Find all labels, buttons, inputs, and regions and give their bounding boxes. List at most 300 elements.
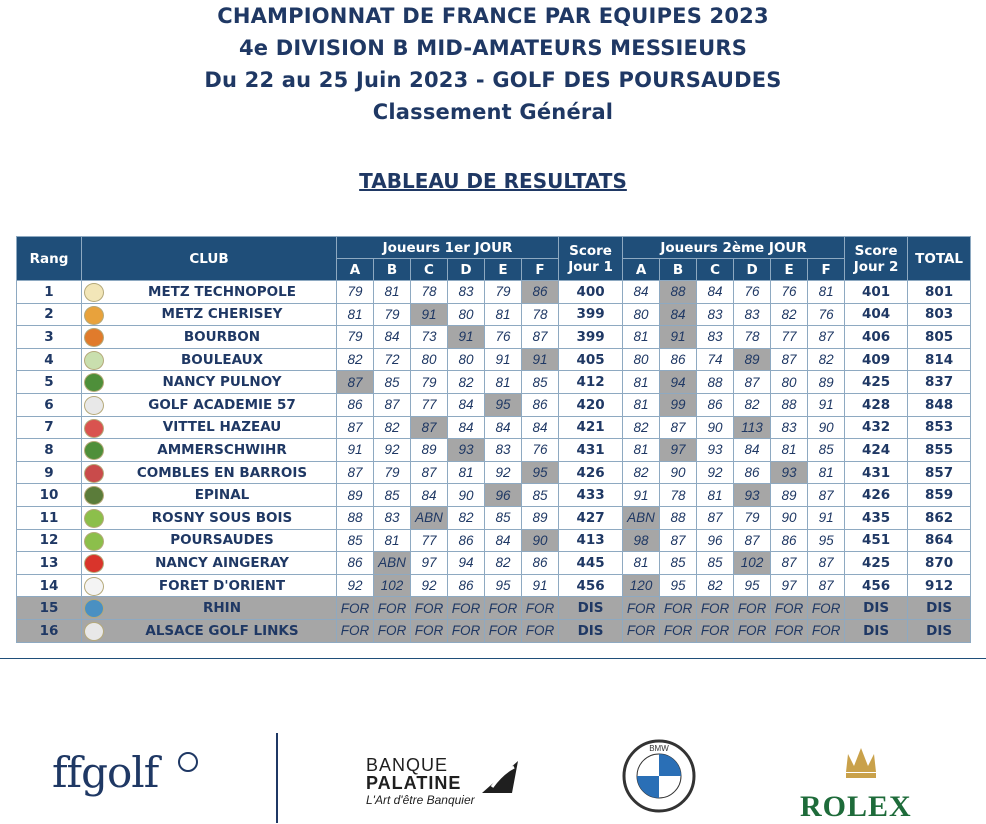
header-player-1-c: C: [411, 259, 448, 281]
day2-player-score: FOR: [697, 619, 734, 642]
club-cell: [82, 529, 337, 552]
day2-player-score: 88: [660, 506, 697, 529]
day2-player-score: 91: [808, 506, 845, 529]
club-logo-icon: [84, 351, 104, 370]
day1-player-score: 90: [522, 529, 559, 552]
palatine-sail-icon: [478, 757, 522, 797]
table-row: [17, 348, 971, 371]
club-name: GOLF ACADEMIE 57: [148, 396, 296, 413]
rank-cell: 1: [17, 281, 82, 304]
day1-player-score: 84: [448, 393, 485, 416]
day2-score-cell: DIS: [845, 597, 908, 620]
club-cell: [82, 326, 337, 349]
day1-player-score: 82: [448, 506, 485, 529]
club-logo-icon: [84, 441, 104, 460]
day2-player-score: 98: [623, 529, 660, 552]
day1-score-cell: 426: [559, 461, 623, 484]
day2-score-cell: 431: [845, 461, 908, 484]
day1-player-score: 89: [337, 484, 374, 507]
banque-palatine-logo: BANQUE PALATINE L'Art d'être Banquier: [366, 755, 475, 807]
day2-player-score: 88: [697, 371, 734, 394]
club-logo-icon: [84, 622, 104, 641]
day1-player-score: 85: [337, 529, 374, 552]
total-cell: DIS: [908, 597, 971, 620]
day1-player-score: FOR: [411, 597, 448, 620]
table-row: [17, 529, 971, 552]
club-cell: [82, 371, 337, 394]
day1-player-score: 84: [485, 416, 522, 439]
day1-player-score: 82: [337, 348, 374, 371]
day2-player-score: 87: [734, 529, 771, 552]
day2-player-score: 84: [697, 281, 734, 304]
header-player-1-d: D: [448, 259, 485, 281]
club-logo-icon: [84, 509, 104, 528]
day1-player-score: 86: [448, 529, 485, 552]
day1-score-cell: 413: [559, 529, 623, 552]
results-table: [16, 236, 971, 643]
day2-player-score: 91: [623, 484, 660, 507]
day1-player-score: 91: [448, 326, 485, 349]
day2-player-score: 80: [623, 348, 660, 371]
total-cell: 859: [908, 484, 971, 507]
rank-cell: 5: [17, 371, 82, 394]
rank-cell: 13: [17, 552, 82, 575]
day1-player-score: FOR: [448, 597, 485, 620]
day1-player-score: 72: [374, 348, 411, 371]
day2-player-score: 77: [771, 326, 808, 349]
day1-player-score: 81: [337, 303, 374, 326]
day1-player-score: FOR: [485, 597, 522, 620]
day2-player-score: 82: [734, 393, 771, 416]
club-name: POURSAUDES: [170, 532, 274, 549]
day1-player-score: 87: [337, 461, 374, 484]
day1-player-score: FOR: [522, 619, 559, 642]
day2-player-score: 86: [697, 393, 734, 416]
day2-player-score: 93: [734, 484, 771, 507]
rank-cell: 6: [17, 393, 82, 416]
day1-player-score: 87: [374, 393, 411, 416]
club-logo-icon: [84, 464, 104, 483]
club-cell: [82, 348, 337, 371]
day2-player-score: FOR: [660, 597, 697, 620]
day2-player-score: 87: [771, 348, 808, 371]
day2-player-score: 79: [734, 506, 771, 529]
header-player-1-b: B: [374, 259, 411, 281]
day2-player-score: 87: [808, 552, 845, 575]
day1-player-score: 86: [337, 393, 374, 416]
club-logo-icon: [84, 419, 104, 438]
day1-player-score: 87: [337, 371, 374, 394]
header-player-2-a: A: [623, 259, 660, 281]
club-name: COMBLES EN BARROIS: [136, 464, 308, 481]
day1-player-score: 81: [374, 529, 411, 552]
day2-player-score: 81: [623, 552, 660, 575]
day1-player-score: 85: [374, 484, 411, 507]
day2-player-score: FOR: [771, 597, 808, 620]
ranking-title: Classement Général: [372, 100, 614, 124]
rank-cell: 9: [17, 461, 82, 484]
day2-player-score: 96: [697, 529, 734, 552]
table-row: [17, 326, 971, 349]
day2-score-cell: 456: [845, 574, 908, 597]
day1-player-score: 102: [374, 574, 411, 597]
day1-player-score: 84: [448, 416, 485, 439]
club-logo-icon: [84, 283, 104, 302]
day1-score-cell: 399: [559, 303, 623, 326]
day2-player-score: 78: [734, 326, 771, 349]
day1-player-score: 80: [448, 303, 485, 326]
day1-player-score: FOR: [448, 619, 485, 642]
day2-player-score: 87: [808, 574, 845, 597]
day2-player-score: 85: [660, 552, 697, 575]
day1-player-score: 79: [374, 303, 411, 326]
rank-cell: 12: [17, 529, 82, 552]
day2-player-score: FOR: [734, 597, 771, 620]
day1-player-score: 95: [522, 461, 559, 484]
day2-score-cell: 426: [845, 484, 908, 507]
club-cell: [82, 484, 337, 507]
total-cell: 853: [908, 416, 971, 439]
day1-player-score: 92: [485, 461, 522, 484]
day1-player-score: 79: [411, 371, 448, 394]
day2-player-score: FOR: [660, 619, 697, 642]
day2-player-score: 81: [623, 439, 660, 462]
day1-player-score: 95: [485, 574, 522, 597]
day2-score-cell: 406: [845, 326, 908, 349]
day2-player-score: 90: [771, 506, 808, 529]
day1-player-score: 97: [411, 552, 448, 575]
day2-player-score: 95: [734, 574, 771, 597]
day2-player-score: FOR: [808, 597, 845, 620]
day2-player-score: 86: [771, 529, 808, 552]
day1-score-cell: 433: [559, 484, 623, 507]
day1-player-score: 95: [485, 393, 522, 416]
day2-player-score: 74: [697, 348, 734, 371]
header-day1: Joueurs 1er JOUR: [337, 237, 559, 259]
day1-score-cell: 445: [559, 552, 623, 575]
table-row: [17, 619, 971, 642]
day2-player-score: 89: [808, 371, 845, 394]
day2-player-score: 82: [771, 303, 808, 326]
club-logo-icon: [84, 599, 104, 618]
table-row: [17, 461, 971, 484]
day2-player-score: 87: [697, 506, 734, 529]
day2-player-score: 83: [697, 326, 734, 349]
club-name: AMMERSCHWIHR: [157, 441, 287, 458]
day1-player-score: 85: [374, 371, 411, 394]
day2-player-score: 81: [771, 439, 808, 462]
day1-player-score: 87: [411, 461, 448, 484]
day2-player-score: 99: [660, 393, 697, 416]
day2-player-score: 76: [808, 303, 845, 326]
table-row: [17, 371, 971, 394]
table-row: [17, 484, 971, 507]
day2-player-score: 87: [734, 371, 771, 394]
day1-player-score: FOR: [337, 619, 374, 642]
day2-player-score: 90: [697, 416, 734, 439]
header-player-2-c: C: [697, 259, 734, 281]
day2-player-score: 80: [623, 303, 660, 326]
table-row: [17, 281, 971, 304]
day2-player-score: FOR: [623, 597, 660, 620]
header-total: TOTAL: [908, 237, 971, 281]
day1-player-score: 77: [411, 529, 448, 552]
day1-player-score: 81: [448, 461, 485, 484]
day1-player-score: 79: [337, 326, 374, 349]
championship-title: CHAMPIONNAT DE FRANCE PAR EQUIPES 2023: [217, 4, 769, 28]
day1-player-score: 80: [448, 348, 485, 371]
day1-player-score: 91: [522, 348, 559, 371]
header-club: CLUB: [82, 237, 337, 281]
day2-player-score: 97: [660, 439, 697, 462]
day2-player-score: 81: [808, 281, 845, 304]
club-cell: [82, 281, 337, 304]
club-name: ALSACE GOLF LINKS: [145, 622, 299, 639]
rolex-logo: ROLEX: [800, 790, 912, 823]
day1-player-score: 76: [522, 439, 559, 462]
header-score-day2: Score Jour 2: [845, 237, 908, 281]
rank-cell: 4: [17, 348, 82, 371]
club-cell: [82, 303, 337, 326]
day2-player-score: 93: [771, 461, 808, 484]
total-cell: 814: [908, 348, 971, 371]
day2-player-score: 76: [734, 281, 771, 304]
header-player-2-e: E: [771, 259, 808, 281]
day2-player-score: 80: [771, 371, 808, 394]
table-row: [17, 416, 971, 439]
day1-player-score: 84: [374, 326, 411, 349]
day1-player-score: 86: [337, 552, 374, 575]
day2-player-score: 93: [697, 439, 734, 462]
results-table-title: TABLEAU DE RESULTATS: [359, 169, 627, 193]
day1-player-score: 92: [411, 574, 448, 597]
day2-player-score: 86: [734, 461, 771, 484]
day1-player-score: 89: [522, 506, 559, 529]
day1-player-score: 77: [411, 393, 448, 416]
day1-player-score: 92: [374, 439, 411, 462]
day1-player-score: 79: [337, 281, 374, 304]
day2-player-score: 120: [623, 574, 660, 597]
day1-player-score: 87: [337, 416, 374, 439]
day1-score-cell: 456: [559, 574, 623, 597]
day2-player-score: 81: [697, 484, 734, 507]
rank-cell: 10: [17, 484, 82, 507]
club-cell: [82, 439, 337, 462]
table-row: [17, 393, 971, 416]
day2-player-score: 86: [660, 348, 697, 371]
club-name: BOULEAUX: [181, 351, 263, 368]
day2-player-score: 81: [623, 326, 660, 349]
ffgolf-rooster-icon: [178, 752, 198, 772]
ffgolf-logo: ffgolf: [52, 748, 159, 797]
day1-player-score: 84: [411, 484, 448, 507]
day1-score-cell: 405: [559, 348, 623, 371]
day2-score-cell: 435: [845, 506, 908, 529]
sponsor-divider: [276, 733, 278, 823]
day1-player-score: FOR: [337, 597, 374, 620]
day2-player-score: 89: [771, 484, 808, 507]
day1-score-cell: DIS: [559, 597, 623, 620]
day2-score-cell: 409: [845, 348, 908, 371]
date-venue-title: Du 22 au 25 Juin 2023 - GOLF DES POURSAUDES: [204, 68, 782, 92]
day1-player-score: 86: [522, 552, 559, 575]
day1-player-score: 84: [522, 416, 559, 439]
day2-player-score: 87: [808, 484, 845, 507]
day1-score-cell: 400: [559, 281, 623, 304]
day1-player-score: 82: [485, 552, 522, 575]
day1-player-score: FOR: [374, 619, 411, 642]
day1-player-score: 73: [411, 326, 448, 349]
day1-player-score: 86: [448, 574, 485, 597]
table-row: [17, 303, 971, 326]
day1-player-score: FOR: [411, 619, 448, 642]
day1-player-score: 91: [337, 439, 374, 462]
day2-player-score: 84: [660, 303, 697, 326]
rank-cell: 15: [17, 597, 82, 620]
day2-player-score: FOR: [697, 597, 734, 620]
day2-score-cell: 425: [845, 371, 908, 394]
club-logo-icon: [84, 532, 104, 551]
header-day2: Joueurs 2ème JOUR: [623, 237, 845, 259]
day1-player-score: 92: [337, 574, 374, 597]
day2-player-score: 78: [660, 484, 697, 507]
club-name: NANCY AINGERAY: [155, 554, 289, 571]
day2-player-score: 85: [808, 439, 845, 462]
club-name: VITTEL HAZEAU: [162, 419, 282, 436]
day1-player-score: 90: [448, 484, 485, 507]
day2-player-score: FOR: [623, 619, 660, 642]
rank-cell: 16: [17, 619, 82, 642]
day2-player-score: 81: [623, 393, 660, 416]
day2-player-score: 88: [660, 281, 697, 304]
day1-player-score: ABN: [374, 552, 411, 575]
footer-divider-line: [0, 658, 986, 659]
club-cell: [82, 416, 337, 439]
day2-player-score: 92: [697, 461, 734, 484]
table-row: [17, 597, 971, 620]
day1-player-score: 93: [448, 439, 485, 462]
total-cell: 862: [908, 506, 971, 529]
day1-player-score: ABN: [411, 506, 448, 529]
total-cell: 803: [908, 303, 971, 326]
club-logo-icon: [84, 554, 104, 573]
day2-score-cell: 432: [845, 416, 908, 439]
header-player-2-b: B: [660, 259, 697, 281]
day2-player-score: 82: [808, 348, 845, 371]
day1-player-score: 94: [448, 552, 485, 575]
rank-cell: 2: [17, 303, 82, 326]
day2-player-score: 87: [660, 416, 697, 439]
table-row: [17, 552, 971, 575]
day2-player-score: 82: [623, 461, 660, 484]
club-name: METZ CHERISEY: [161, 306, 283, 323]
club-name: EPINAL: [194, 487, 250, 504]
day2-player-score: 83: [734, 303, 771, 326]
header-player-1-f: F: [522, 259, 559, 281]
day2-player-score: FOR: [808, 619, 845, 642]
day2-player-score: ABN: [623, 506, 660, 529]
day2-player-score: 87: [771, 552, 808, 575]
day1-player-score: 78: [411, 281, 448, 304]
day1-player-score: 78: [522, 303, 559, 326]
day1-score-cell: 412: [559, 371, 623, 394]
club-logo-icon: [84, 577, 104, 596]
club-cell: [82, 552, 337, 575]
total-cell: 801: [908, 281, 971, 304]
day1-player-score: 87: [411, 416, 448, 439]
day2-player-score: 95: [660, 574, 697, 597]
day1-score-cell: 427: [559, 506, 623, 529]
day2-player-score: 81: [623, 371, 660, 394]
day2-player-score: 87: [808, 326, 845, 349]
day1-player-score: 85: [485, 506, 522, 529]
header-score-day1: Score Jour 1: [559, 237, 623, 281]
table-row: [17, 574, 971, 597]
division-title: 4e DIVISION B MID-AMATEURS MESSIEURS: [238, 36, 748, 60]
club-cell: [82, 393, 337, 416]
day2-player-score: 88: [771, 393, 808, 416]
day1-player-score: 81: [374, 281, 411, 304]
total-cell: 855: [908, 439, 971, 462]
bmw-text: BMW: [649, 744, 669, 753]
day2-player-score: 83: [697, 303, 734, 326]
club-cell: [82, 574, 337, 597]
total-cell: 864: [908, 529, 971, 552]
day2-score-cell: 424: [845, 439, 908, 462]
club-name: FORET D'ORIENT: [158, 577, 286, 594]
rank-cell: 8: [17, 439, 82, 462]
club-logo-icon: [84, 396, 104, 415]
day1-player-score: 91: [522, 574, 559, 597]
day1-score-cell: 420: [559, 393, 623, 416]
day1-player-score: 83: [448, 281, 485, 304]
day1-player-score: 82: [374, 416, 411, 439]
day1-player-score: 80: [411, 348, 448, 371]
day2-score-cell: 404: [845, 303, 908, 326]
day1-player-score: 79: [485, 281, 522, 304]
day1-player-score: FOR: [485, 619, 522, 642]
day2-player-score: 94: [660, 371, 697, 394]
club-name: NANCY PULNOY: [162, 374, 282, 391]
club-cell: [82, 597, 337, 620]
day2-player-score: 83: [771, 416, 808, 439]
day1-player-score: FOR: [522, 597, 559, 620]
day2-player-score: FOR: [771, 619, 808, 642]
day2-score-cell: 428: [845, 393, 908, 416]
table-row: [17, 439, 971, 462]
club-logo-icon: [84, 373, 104, 392]
club-logo-icon: [84, 486, 104, 505]
club-logo-icon: [84, 306, 104, 325]
day2-player-score: 87: [660, 529, 697, 552]
total-cell: 870: [908, 552, 971, 575]
day2-player-score: 82: [623, 416, 660, 439]
day1-player-score: 86: [522, 281, 559, 304]
day2-player-score: 97: [771, 574, 808, 597]
day1-player-score: 79: [374, 461, 411, 484]
total-cell: DIS: [908, 619, 971, 642]
day1-score-cell: 421: [559, 416, 623, 439]
club-cell: [82, 461, 337, 484]
club-cell: [82, 619, 337, 642]
day1-player-score: 91: [485, 348, 522, 371]
day2-score-cell: 401: [845, 281, 908, 304]
day2-player-score: FOR: [734, 619, 771, 642]
total-cell: 837: [908, 371, 971, 394]
day2-player-score: 85: [697, 552, 734, 575]
day1-player-score: 86: [522, 393, 559, 416]
day2-score-cell: 451: [845, 529, 908, 552]
